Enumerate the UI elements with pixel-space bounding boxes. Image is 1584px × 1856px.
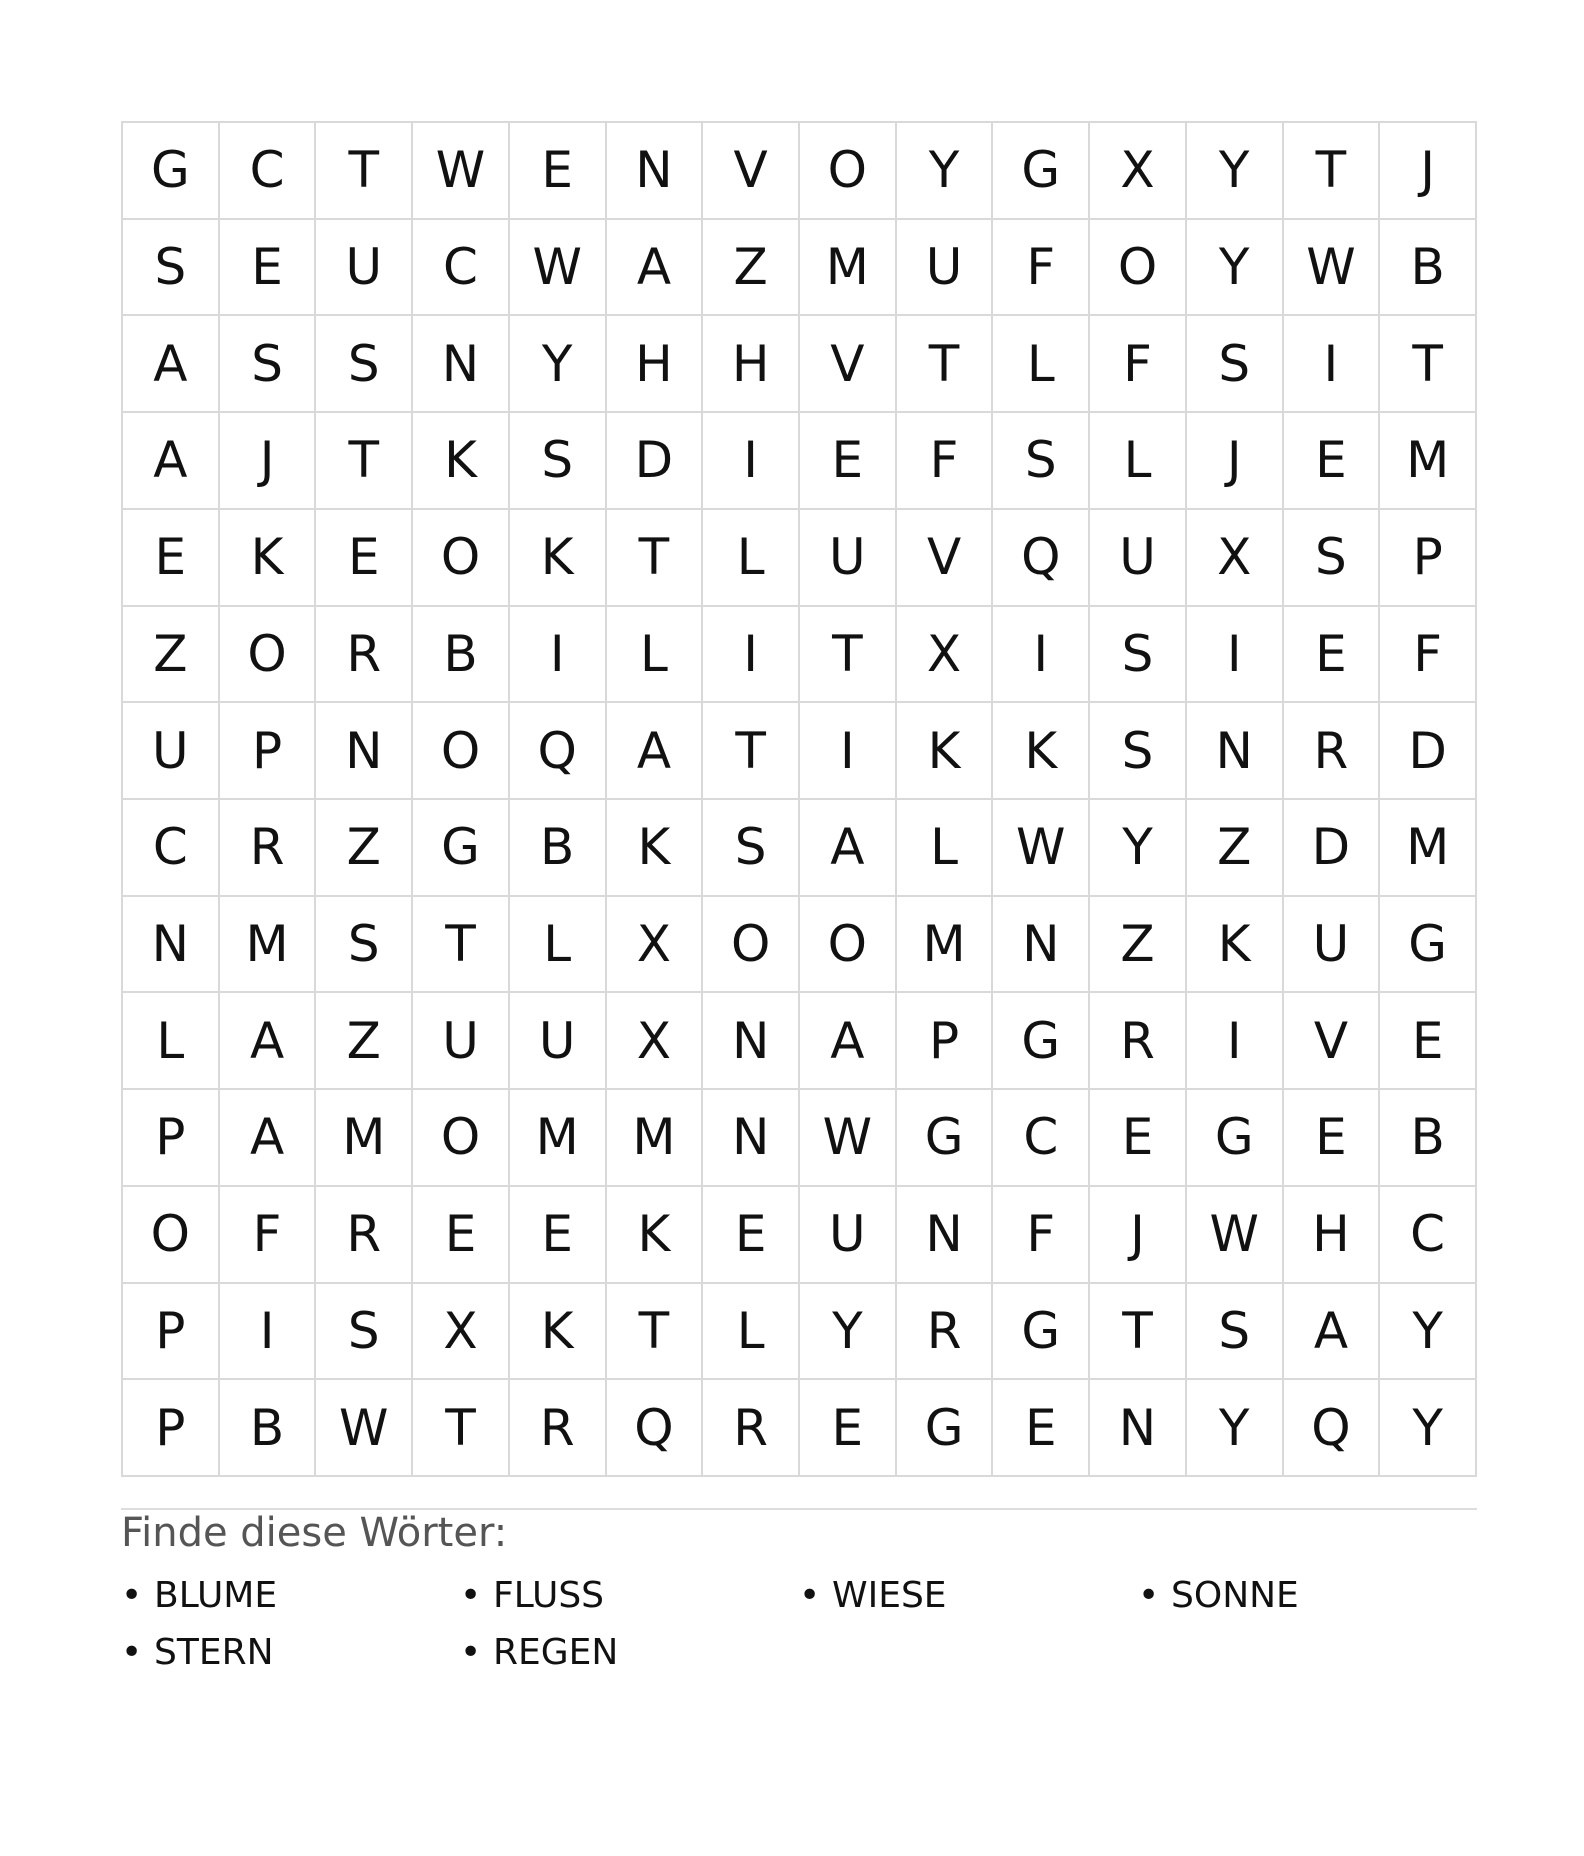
grid-cell[interactable]: W [510,220,607,317]
grid-cell[interactable]: U [800,1187,897,1284]
grid-cell[interactable]: S [510,413,607,510]
grid-cell[interactable]: Y [510,316,607,413]
bullet-icon: • [121,1575,143,1616]
grid-cell[interactable]: U [123,703,220,800]
grid-cell[interactable]: E [703,1187,800,1284]
grid-cell[interactable]: Z [316,993,413,1090]
grid-cell[interactable]: Y [1187,220,1284,317]
grid-cell[interactable]: H [703,316,800,413]
grid-cell[interactable]: S [220,316,317,413]
grid-cell[interactable]: F [1090,316,1187,413]
grid-cell[interactable]: L [510,897,607,994]
grid-cell[interactable]: N [897,1187,994,1284]
grid-cell[interactable]: P [897,993,994,1090]
grid-cell[interactable]: N [703,993,800,1090]
bullet-icon: • [460,1575,482,1616]
grid-cell[interactable]: A [123,316,220,413]
grid-cell[interactable]: D [1380,703,1477,800]
grid-cell[interactable]: W [316,1380,413,1477]
grid-cell[interactable]: T [316,413,413,510]
grid-cell[interactable]: T [800,607,897,704]
grid-cell[interactable]: Y [1090,800,1187,897]
grid-cell[interactable]: G [123,123,220,220]
grid-cell[interactable]: T [316,123,413,220]
grid-cell[interactable]: I [220,1284,317,1381]
grid-cell[interactable]: M [897,897,994,994]
grid-cell[interactable]: S [1090,703,1187,800]
grid-cell[interactable]: A [800,800,897,897]
grid-cell[interactable]: Z [1187,800,1284,897]
grid-cell[interactable]: W [413,123,510,220]
grid-cell[interactable]: E [316,510,413,607]
grid-cell[interactable]: R [897,1284,994,1381]
grid-cell[interactable]: G [993,1284,1090,1381]
grid-cell[interactable]: E [413,1187,510,1284]
grid-cell[interactable]: H [1284,1187,1381,1284]
grid-cell[interactable]: F [1380,607,1477,704]
grid-cell[interactable]: U [800,510,897,607]
grid-cell[interactable]: K [1187,897,1284,994]
grid-cell[interactable]: K [993,703,1090,800]
grid-cell[interactable]: B [1380,1090,1477,1187]
grid-cell[interactable]: Y [897,123,994,220]
grid-cell[interactable]: Y [1380,1284,1477,1381]
word-label: WIESE [832,1575,947,1616]
grid-cell[interactable]: S [1284,510,1381,607]
grid-cell[interactable]: W [1284,220,1381,317]
grid-cell[interactable]: I [1284,316,1381,413]
grid-cell[interactable]: Z [703,220,800,317]
grid-cell[interactable]: T [607,1284,704,1381]
grid-cell[interactable]: J [1090,1187,1187,1284]
grid-cell[interactable]: V [897,510,994,607]
word-item [460,1572,799,1620]
grid-cell[interactable]: E [800,1380,897,1477]
word-label: STERN [154,1632,274,1673]
grid-cell[interactable]: A [123,413,220,510]
grid-cell[interactable]: M [1380,800,1477,897]
word-item [460,1629,799,1677]
grid-cell[interactable]: K [607,1187,704,1284]
grid-cell[interactable]: N [703,1090,800,1187]
grid-cell[interactable]: N [316,703,413,800]
grid-cell[interactable]: Y [1187,123,1284,220]
word-item [799,1572,1138,1620]
grid-cell[interactable]: S [703,800,800,897]
grid-cell[interactable]: B [413,607,510,704]
grid-cell[interactable]: P [123,1090,220,1187]
grid-cell[interactable]: L [993,316,1090,413]
grid-cell[interactable]: Z [1090,897,1187,994]
grid-cell[interactable]: N [1187,703,1284,800]
grid-cell[interactable]: T [607,510,704,607]
grid-cell[interactable]: S [316,897,413,994]
grid-cell[interactable]: W [993,800,1090,897]
grid-cell[interactable]: T [897,316,994,413]
grid-cell[interactable]: S [1187,316,1284,413]
grid-cell[interactable]: R [703,1380,800,1477]
grid-cell[interactable]: L [897,800,994,897]
grid-cell[interactable]: Y [1380,1380,1477,1477]
grid-cell[interactable]: L [607,607,704,704]
grid-cell[interactable]: A [607,703,704,800]
grid-cell[interactable]: K [510,1284,607,1381]
word-item [121,1572,460,1620]
grid-cell[interactable]: G [897,1380,994,1477]
grid-cell[interactable]: U [316,220,413,317]
grid-cell[interactable]: E [1284,607,1381,704]
grid-cell[interactable]: S [123,220,220,317]
grid-cell[interactable]: G [897,1090,994,1187]
grid-cell[interactable]: P [123,1284,220,1381]
grid-cell[interactable]: E [1380,993,1477,1090]
grid-cell[interactable]: I [510,607,607,704]
grid-cell[interactable]: L [1090,413,1187,510]
grid-cell[interactable]: J [1380,123,1477,220]
grid-cell[interactable]: I [1187,607,1284,704]
grid-cell[interactable]: V [800,316,897,413]
grid-cell[interactable]: M [607,1090,704,1187]
grid-cell[interactable]: K [413,413,510,510]
word-list [121,1572,1477,1677]
grid-cell[interactable]: Q [1284,1380,1381,1477]
grid-cell[interactable]: O [1090,220,1187,317]
grid-cell[interactable]: Y [800,1284,897,1381]
bullet-icon: • [799,1575,821,1616]
grid-cell[interactable]: F [993,220,1090,317]
grid-cell[interactable]: N [993,897,1090,994]
grid-cell[interactable]: S [316,316,413,413]
grid-cell[interactable]: G [1380,897,1477,994]
grid-cell[interactable]: S [316,1284,413,1381]
grid-cell[interactable]: S [993,413,1090,510]
grid-cell[interactable]: E [220,220,317,317]
grid-cell[interactable]: I [703,607,800,704]
grid-cell[interactable]: T [413,897,510,994]
grid-cell[interactable]: Q [993,510,1090,607]
grid-cell[interactable]: U [510,993,607,1090]
grid-cell[interactable]: O [800,897,897,994]
grid-cell[interactable]: S [1187,1284,1284,1381]
grid-cell[interactable]: N [607,123,704,220]
grid-cell[interactable]: M [1380,413,1477,510]
grid-cell[interactable]: M [510,1090,607,1187]
word-item [1138,1572,1477,1620]
grid-cell[interactable]: D [607,413,704,510]
grid-cell[interactable]: E [1284,413,1381,510]
grid-cell[interactable]: C [220,123,317,220]
grid-cell[interactable]: Y [1187,1380,1284,1477]
grid-cell[interactable]: I [800,703,897,800]
grid-cell[interactable]: E [510,1187,607,1284]
grid-cell[interactable]: G [1187,1090,1284,1187]
word-list-title: Finde diese Wörter: [121,1510,508,1556]
grid-cell[interactable]: R [316,607,413,704]
grid-cell[interactable]: O [413,1090,510,1187]
grid-cell[interactable]: S [1090,607,1187,704]
grid-cell[interactable]: O [123,1187,220,1284]
grid-cell[interactable]: A [607,220,704,317]
grid-cell[interactable]: V [1284,993,1381,1090]
grid-cell[interactable]: J [1187,413,1284,510]
grid-cell[interactable]: E [1284,1090,1381,1187]
grid-cell[interactable]: X [1090,123,1187,220]
grid-cell[interactable]: R [510,1380,607,1477]
grid-cell[interactable]: N [1090,1380,1187,1477]
grid-cell[interactable]: G [413,800,510,897]
grid-cell[interactable]: P [220,703,317,800]
grid-cell[interactable]: T [1284,123,1381,220]
grid-cell[interactable]: K [510,510,607,607]
grid-cell[interactable]: X [413,1284,510,1381]
grid-cell[interactable]: M [220,897,317,994]
grid-cell[interactable]: P [123,1380,220,1477]
grid-cell[interactable]: Z [123,607,220,704]
grid-cell[interactable]: T [1090,1284,1187,1381]
grid-cell[interactable]: H [607,316,704,413]
grid-cell[interactable]: W [1187,1187,1284,1284]
grid-cell[interactable]: B [510,800,607,897]
grid-cell[interactable]: N [123,897,220,994]
grid-cell[interactable]: A [220,993,317,1090]
bullet-icon: • [1138,1575,1160,1616]
bullet-icon: • [460,1632,482,1673]
grid-cell[interactable]: T [1380,316,1477,413]
grid-cell[interactable]: O [800,123,897,220]
grid-cell[interactable]: P [1380,510,1477,607]
grid-cell[interactable]: G [993,993,1090,1090]
grid-cell[interactable]: U [1284,897,1381,994]
grid-cell[interactable]: A [220,1090,317,1187]
grid-cell[interactable]: C [1380,1187,1477,1284]
grid-cell[interactable]: V [703,123,800,220]
grid-cell[interactable]: X [1187,510,1284,607]
grid-cell[interactable]: U [413,993,510,1090]
word-label: FLUSS [493,1575,605,1616]
grid-cell[interactable]: A [800,993,897,1090]
word-label: REGEN [493,1632,619,1673]
grid-cell[interactable]: O [413,510,510,607]
grid-cell[interactable]: M [316,1090,413,1187]
grid-cell[interactable]: B [1380,220,1477,317]
grid-cell[interactable]: U [1090,510,1187,607]
grid-cell[interactable]: F [897,413,994,510]
grid-cell[interactable]: K [220,510,317,607]
grid-cell[interactable]: G [993,123,1090,220]
word-item [121,1629,460,1677]
grid-cell[interactable]: X [607,993,704,1090]
grid-cell[interactable]: T [413,1380,510,1477]
grid-cell[interactable]: K [897,703,994,800]
bullet-icon: • [121,1632,143,1673]
grid-cell[interactable]: X [607,897,704,994]
grid-cell[interactable]: A [1284,1284,1381,1381]
grid-cell[interactable]: T [703,703,800,800]
grid-cell[interactable]: Q [607,1380,704,1477]
grid-cell[interactable]: E [123,510,220,607]
grid-cell[interactable]: L [123,993,220,1090]
letter-grid [121,121,1477,1477]
grid-cell[interactable]: W [800,1090,897,1187]
grid-cell[interactable]: Q [510,703,607,800]
grid-cell[interactable]: O [220,607,317,704]
grid-cell[interactable]: R [1284,703,1381,800]
grid-cell[interactable]: U [897,220,994,317]
grid-cell[interactable]: M [800,220,897,317]
grid-cell[interactable]: L [703,1284,800,1381]
grid-cell[interactable]: X [897,607,994,704]
grid-cell[interactable]: I [1187,993,1284,1090]
grid-cell[interactable]: I [703,413,800,510]
grid-cell[interactable]: C [993,1090,1090,1187]
grid-cell[interactable]: R [1090,993,1187,1090]
grid-cell[interactable]: E [1090,1090,1187,1187]
grid-cell[interactable]: D [1284,800,1381,897]
word-label: BLUME [154,1575,278,1616]
grid-cell[interactable]: E [800,413,897,510]
grid-cell[interactable]: I [993,607,1090,704]
grid-cell[interactable]: N [413,316,510,413]
grid-cell[interactable]: O [703,897,800,994]
grid-cell[interactable]: R [220,800,317,897]
grid-cell[interactable]: F [220,1187,317,1284]
grid-cell[interactable]: L [703,510,800,607]
grid-cell[interactable]: J [220,413,317,510]
grid-cell[interactable]: E [993,1380,1090,1477]
grid-cell[interactable]: O [413,703,510,800]
grid-cell[interactable]: F [993,1187,1090,1284]
grid-cell[interactable]: E [510,123,607,220]
word-label: SONNE [1171,1575,1299,1616]
grid-cell[interactable]: C [123,800,220,897]
grid-cell[interactable]: K [607,800,704,897]
grid-cell[interactable]: R [316,1187,413,1284]
grid-cell[interactable]: B [220,1380,317,1477]
grid-cell[interactable]: Z [316,800,413,897]
grid-cell[interactable]: C [413,220,510,317]
